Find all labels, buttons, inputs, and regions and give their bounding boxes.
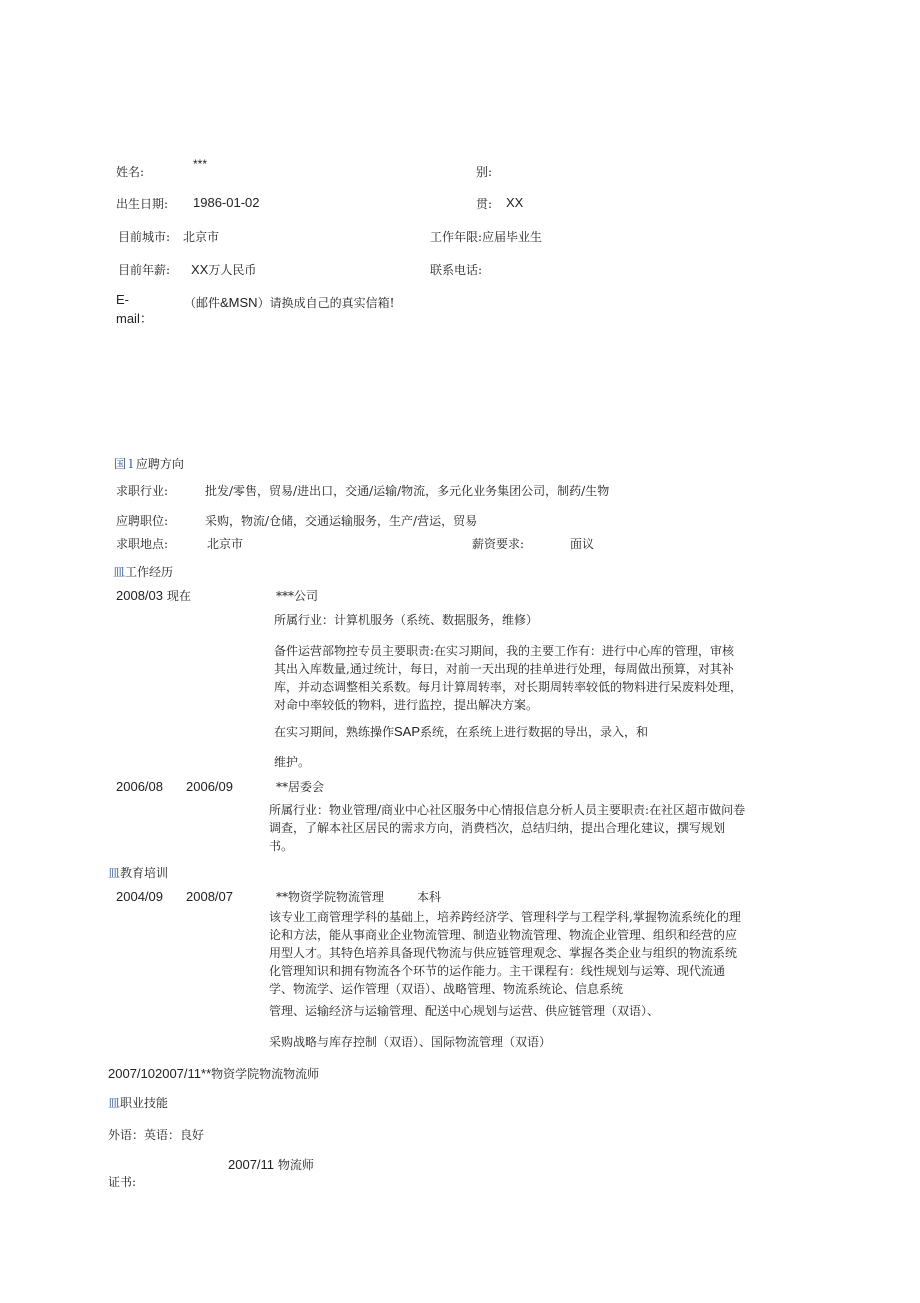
job-description: 所属行业：物业管理/商业中心社区服务中心情报信息分析人员主要职责:在社区超市做问卷调查，了解本社区居民的需求方向，消费档次，总结归纳，提出合理化建议，撰写规划书。 [269, 803, 746, 853]
position-value: 采购，物流/仓储，交通运输服务，生产/营运，贸易 [205, 514, 478, 528]
certificate-entry: 2007/11 物流师 [228, 1157, 314, 1172]
phone-label: 联系电话: [430, 263, 483, 277]
name-label: 姓名: [116, 165, 145, 179]
work-years-label: 工作年限: [430, 230, 483, 244]
location-value: 北京市 [207, 537, 244, 551]
current-salary [191, 262, 256, 278]
expected-salary-label: 薪资要求: [472, 537, 525, 551]
position-label: 应聘职位: [116, 514, 169, 528]
section-icon: 皿 [108, 866, 121, 880]
section-icon: 皿 [113, 565, 126, 579]
city-value: 北京市 [183, 230, 220, 244]
job-description: 备件运营部物控专员主要职责:在实习期间，我的主要工作有：进行中心库的管理，审核其出入库数量,通过统计，每日，对前一天出现的挂单进行处理，每周做出预算，对其补库，并动态调整相关系数。每月计算周转率，对长期周转率较低的物料进行呆废料处理，对命中率较低的物料，进行监控，提出解决方案。 [274, 644, 743, 712]
birth-value: 1986-01-02 [193, 195, 260, 210]
email-label-line2: mail： [116, 311, 153, 326]
work-years [430, 230, 542, 244]
section-title: 职业技能 [120, 1096, 169, 1110]
native-label: 贯: [476, 197, 493, 211]
birth-label: 出生日期: [116, 197, 169, 211]
gender-label: 别: [476, 165, 493, 179]
certificate-label: 证书: [108, 1175, 137, 1189]
work-years-value: 应届毕业生 [482, 230, 543, 244]
section-heading-education [108, 866, 168, 880]
training-entry: 2007/102007/11**物资学院物流物流师 [108, 1066, 320, 1081]
name-value: *** [193, 157, 208, 171]
section-title: 工作经历 [125, 565, 174, 579]
salary-label: 目前年薪: [118, 263, 171, 277]
job-extra-line1: 在实习期间，熟练操作SAP系统，在系统上进行数据的导出，录入，和 [274, 724, 649, 739]
job-date: 2008/03 现在 [116, 588, 191, 603]
job-date-end: 2006/09 [186, 779, 233, 794]
section-bar-icon: l [129, 457, 133, 471]
section-heading-application [114, 457, 184, 471]
job-company: ***公司 [276, 589, 319, 603]
job-company: **居委会 [276, 780, 325, 794]
city-label: 目前城市: [118, 230, 171, 244]
edu-school: **物资学院物流管理 [276, 890, 385, 904]
expected-salary-value: 面议 [570, 537, 595, 551]
job-date-start: 2006/08 [116, 779, 163, 794]
edu-courses-line2: 采购战略与库存控制（双语）、国际物流管理（双语） [269, 1035, 552, 1049]
edu-courses-line1: 管理、运输经济与运输管理、配送中心规划与运营、供应链管理（双语）、 [269, 1004, 660, 1018]
salary-unit: 万人民币 [208, 263, 257, 277]
edu-description: 该专业工商管理学科的基础上，培养跨经济学、管理科学与工程学科,掌握物流系统化的理论和方法，能从事商业企业物流管理、制造业物流管理、物流企业管理、组织和经营的应用型人才。其特色培养具备现代物流与供应链管理观念、掌握各类企业与组织的物流系统化管理知识和拥有物流各个环节的运作能力。主干课程有：线性规划与运筹、现代流通学、物流学、运作管理（双语）、战略管理、物流系统论、信息系统 [269, 910, 741, 996]
salary-number: XX [191, 262, 209, 277]
native-value: XX [506, 195, 524, 210]
section-heading-skills [108, 1096, 168, 1110]
email-label-line1: E- [116, 292, 129, 307]
edu-degree: 本科 [417, 890, 442, 904]
job-extra-line2: 维护。 [274, 755, 311, 769]
edu-date-start: 2004/09 [116, 889, 163, 904]
job-industry: 所属行业：计算机服务（系统、数据服务，维修） [274, 613, 539, 627]
section-title: 教育培训 [120, 866, 169, 880]
section-title: 应聘方向 [135, 457, 184, 471]
email-value: （邮件&MSN）请换成自己的真实信箱! [184, 295, 395, 310]
industry-value: 批发/零售，贸易/进出口，交通/运输/物流，多元化业务集团公司，制药/生物 [205, 484, 610, 498]
language-skill: 外语：英语：良好 [108, 1128, 205, 1142]
section-icon: 国 [114, 457, 127, 471]
section-icon: 皿 [108, 1096, 121, 1110]
section-heading-work [113, 565, 173, 579]
industry-label: 求职行业: [116, 484, 169, 498]
edu-date-end: 2008/07 [186, 889, 233, 904]
location-label: 求职地点: [116, 537, 169, 551]
